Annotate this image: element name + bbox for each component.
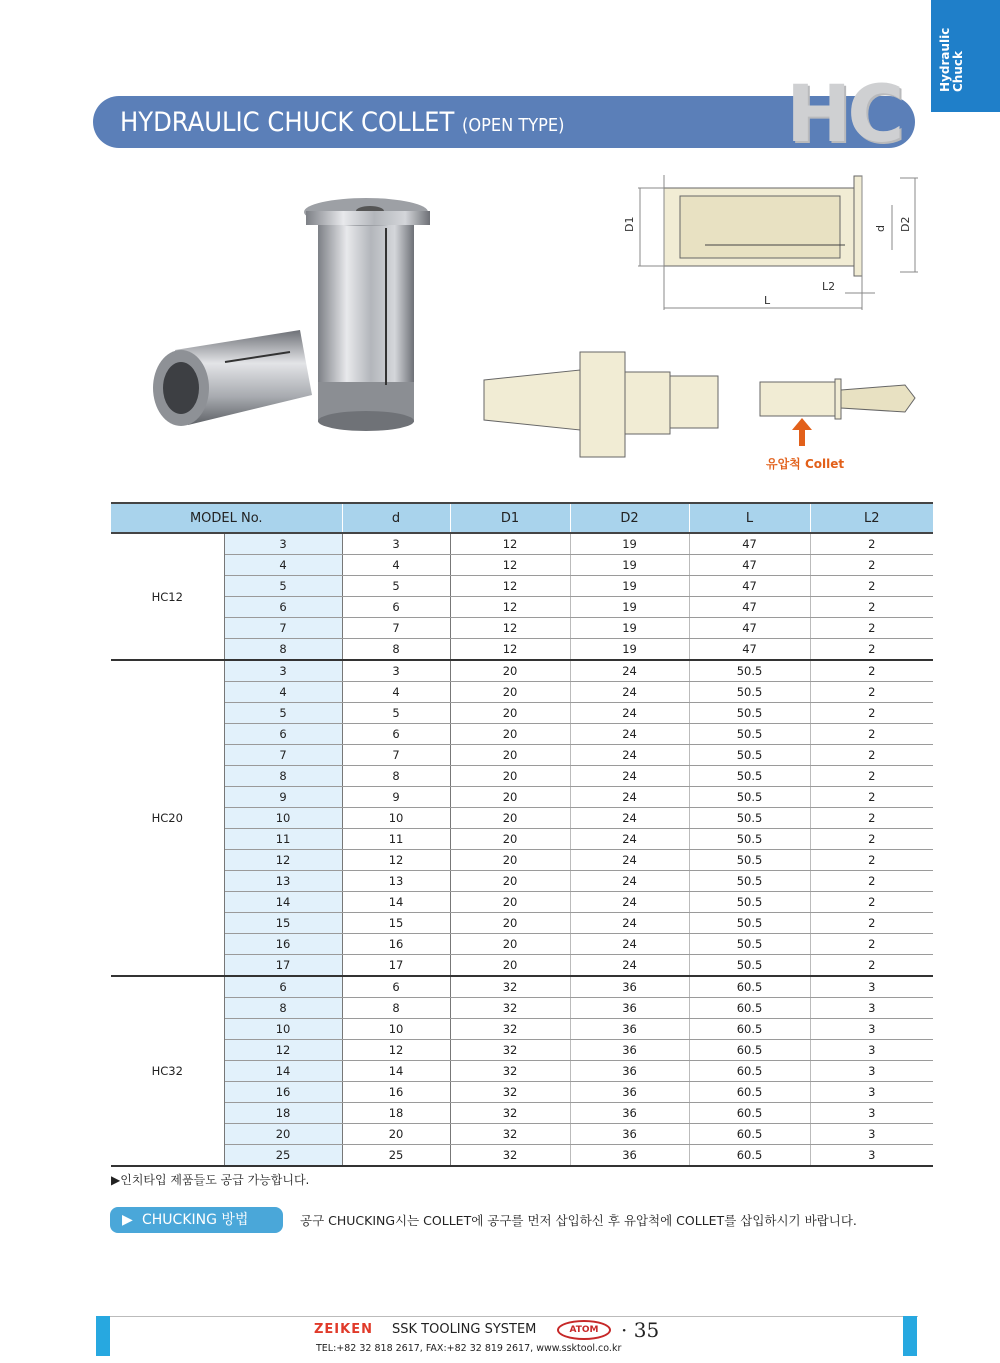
d-cell: 9 [342,787,450,808]
d-cell: 25 [342,1145,450,1167]
d-cell: 8 [342,998,450,1019]
l2-cell: 3 [810,1103,933,1124]
l2-cell: 2 [810,576,933,597]
table-row [111,766,933,787]
l2-cell: 2 [810,955,933,977]
l2-cell: 2 [810,808,933,829]
collet-photo-large [304,198,430,431]
d2-cell: 19 [570,639,689,661]
d-cell: 6 [342,724,450,745]
d-cell: 20 [342,1124,450,1145]
page-number: · 35 [621,1318,660,1342]
table-row [111,998,933,1019]
dim-label-l: L [764,294,771,307]
table-row [111,934,933,955]
l2-cell: 2 [810,745,933,766]
l-cell: 60.5 [689,1061,810,1082]
company-name: SSK TOOLING SYSTEM [392,1322,537,1337]
d-cell: 14 [342,892,450,913]
side-tab-line2: Chuck [951,51,965,92]
table-row [111,1061,933,1082]
size-cell: 13 [224,871,342,892]
l2-cell: 2 [810,724,933,745]
l-cell: 47 [689,597,810,618]
d-cell: 4 [342,682,450,703]
size-cell: 16 [224,1082,342,1103]
product-illustration [0,0,1000,500]
d2-cell: 24 [570,892,689,913]
l-cell: 50.5 [689,745,810,766]
l-cell: 50.5 [689,724,810,745]
table-body [111,533,933,1166]
l2-cell: 3 [810,976,933,998]
d1-cell: 12 [450,639,570,661]
l2-cell: 2 [810,682,933,703]
l-cell: 47 [689,533,810,555]
l2-cell: 2 [810,913,933,934]
l2-cell: 2 [810,871,933,892]
d2-cell: 24 [570,787,689,808]
d2-cell: 36 [570,976,689,998]
l-cell: 60.5 [689,998,810,1019]
l-cell: 50.5 [689,766,810,787]
d1-cell: 20 [450,829,570,850]
th-l: L [689,503,810,533]
table-row [111,703,933,724]
table-row [111,1145,933,1167]
d1-cell: 32 [450,1019,570,1040]
dim-label-d2: D2 [899,216,912,232]
d-cell: 14 [342,1061,450,1082]
page-title-sub: (OPEN TYPE) [462,115,565,136]
size-cell: 6 [224,724,342,745]
th-d: d [342,503,450,533]
d2-cell: 36 [570,1124,689,1145]
d-cell: 10 [342,1019,450,1040]
d-cell: 8 [342,639,450,661]
l2-cell: 2 [810,533,933,555]
d2-cell: 19 [570,597,689,618]
size-cell: 20 [224,1124,342,1145]
d2-cell: 24 [570,682,689,703]
l2-cell: 2 [810,934,933,955]
size-cell: 6 [224,976,342,998]
l-cell: 50.5 [689,913,810,934]
d2-cell: 24 [570,745,689,766]
d2-cell: 36 [570,1040,689,1061]
spec-table [111,502,933,1167]
table-row [111,660,933,682]
l-cell: 50.5 [689,850,810,871]
d-cell: 12 [342,1040,450,1061]
size-cell: 12 [224,850,342,871]
th-model: MODEL No. [111,503,342,533]
d2-cell: 36 [570,1019,689,1040]
model-cell: HC12 [111,533,224,660]
l-cell: 47 [689,618,810,639]
d1-cell: 20 [450,660,570,682]
d2-cell: 24 [570,955,689,977]
d1-cell: 20 [450,913,570,934]
collet-photo-small [153,330,312,426]
size-cell: 7 [224,618,342,639]
l-cell: 50.5 [689,682,810,703]
d2-cell: 24 [570,871,689,892]
table-row [111,787,933,808]
l2-cell: 2 [810,660,933,682]
d-cell: 13 [342,871,450,892]
size-cell: 10 [224,808,342,829]
table-row [111,555,933,576]
d2-cell: 36 [570,1061,689,1082]
table-row [111,1082,933,1103]
size-cell: 6 [224,597,342,618]
model-cell: HC32 [111,976,224,1166]
th-d1: D1 [450,503,570,533]
d2-cell: 24 [570,808,689,829]
l-cell: 60.5 [689,976,810,998]
d2-cell: 19 [570,555,689,576]
d2-cell: 36 [570,1082,689,1103]
l2-cell: 3 [810,1082,933,1103]
atom-logo: ATOM [557,1320,611,1340]
table-row [111,892,933,913]
d-cell: 3 [342,533,450,555]
chucking-label: CHUCKING 방법 [142,1212,249,1228]
chucking-instructions: 공구 CHUCKING시는 COLLET에 공구를 먼저 삽입하신 후 유압척에 COLLET를 삽입하시기 바랍니다. [300,1213,857,1228]
footer-accent-left [96,1316,110,1356]
size-cell: 4 [224,682,342,703]
l-cell: 60.5 [689,1040,810,1061]
d1-cell: 20 [450,892,570,913]
d1-cell: 20 [450,850,570,871]
table-row [111,533,933,555]
l-cell: 47 [689,555,810,576]
table-row [111,745,933,766]
size-cell: 7 [224,745,342,766]
l2-cell: 2 [810,618,933,639]
brand-logo: ZEIKEN [314,1322,373,1337]
size-cell: 3 [224,533,342,555]
l-cell: 60.5 [689,1103,810,1124]
table-row [111,829,933,850]
series-code: HC [786,70,901,160]
contact-info: TEL:+82 32 818 2617, FAX:+82 32 819 2617, www.ssktool.co.kr [316,1343,622,1354]
d1-cell: 12 [450,533,570,555]
l-cell: 60.5 [689,1124,810,1145]
footer-accent-right [903,1316,917,1356]
d2-cell: 24 [570,703,689,724]
size-cell: 14 [224,892,342,913]
size-cell: 8 [224,766,342,787]
size-cell: 11 [224,829,342,850]
model-cell: HC20 [111,660,224,976]
d2-cell: 24 [570,766,689,787]
l-cell: 60.5 [689,1145,810,1167]
side-tab-line1: Hydraulic [938,27,952,92]
d2-cell: 19 [570,576,689,597]
d-cell: 5 [342,576,450,597]
size-cell: 10 [224,1019,342,1040]
table-row [111,576,933,597]
d1-cell: 32 [450,1082,570,1103]
l-cell: 50.5 [689,892,810,913]
table-row [111,955,933,977]
d-cell: 8 [342,766,450,787]
l2-cell: 2 [810,766,933,787]
size-cell: 16 [224,934,342,955]
d-cell: 4 [342,555,450,576]
size-cell: 9 [224,787,342,808]
d1-cell: 12 [450,618,570,639]
table-header-row [111,503,933,533]
l2-cell: 2 [810,639,933,661]
l2-cell: 3 [810,1124,933,1145]
d1-cell: 20 [450,787,570,808]
table-row [111,913,933,934]
l-cell: 50.5 [689,808,810,829]
d-cell: 6 [342,597,450,618]
th-d2: D2 [570,503,689,533]
d1-cell: 32 [450,1124,570,1145]
collet-technical-drawing [638,175,918,310]
d1-cell: 20 [450,871,570,892]
table-row [111,976,933,998]
d1-cell: 32 [450,1061,570,1082]
l2-cell: 2 [810,597,933,618]
table-row [111,871,933,892]
size-cell: 15 [224,913,342,934]
l2-cell: 2 [810,829,933,850]
size-cell: 5 [224,576,342,597]
d1-cell: 32 [450,976,570,998]
d1-cell: 20 [450,745,570,766]
th-l2: L2 [810,503,933,533]
d1-cell: 20 [450,955,570,977]
table-row [111,808,933,829]
d1-cell: 20 [450,724,570,745]
l-cell: 50.5 [689,955,810,977]
d-cell: 10 [342,808,450,829]
l-cell: 47 [689,639,810,661]
d1-cell: 32 [450,1040,570,1061]
table-row [111,1103,933,1124]
d-cell: 12 [342,850,450,871]
l2-cell: 2 [810,787,933,808]
size-cell: 8 [224,639,342,661]
l-cell: 60.5 [689,1082,810,1103]
size-cell: 5 [224,703,342,724]
table-row [111,724,933,745]
table-row [111,1019,933,1040]
l-cell: 50.5 [689,829,810,850]
dim-label-l2: L2 [822,280,836,293]
l-cell: 50.5 [689,660,810,682]
size-cell: 14 [224,1061,342,1082]
d-cell: 11 [342,829,450,850]
dim-label-d1: D1 [623,216,636,232]
d1-cell: 20 [450,934,570,955]
table-row [111,1124,933,1145]
d1-cell: 12 [450,597,570,618]
size-cell: 4 [224,555,342,576]
d2-cell: 24 [570,724,689,745]
d2-cell: 24 [570,829,689,850]
l-cell: 60.5 [689,1019,810,1040]
d-cell: 15 [342,913,450,934]
l2-cell: 2 [810,850,933,871]
table-row [111,682,933,703]
collet-arrow [792,418,812,446]
d1-cell: 20 [450,766,570,787]
d2-cell: 19 [570,533,689,555]
l2-cell: 3 [810,1019,933,1040]
d2-cell: 24 [570,913,689,934]
d2-cell: 24 [570,934,689,955]
l2-cell: 3 [810,1145,933,1167]
d-cell: 18 [342,1103,450,1124]
d1-cell: 20 [450,808,570,829]
d2-cell: 19 [570,618,689,639]
d2-cell: 24 [570,850,689,871]
d-cell: 7 [342,745,450,766]
l2-cell: 3 [810,1061,933,1082]
d1-cell: 32 [450,998,570,1019]
l-cell: 50.5 [689,787,810,808]
size-cell: 25 [224,1145,342,1167]
d1-cell: 32 [450,1103,570,1124]
table-row [111,618,933,639]
d2-cell: 36 [570,998,689,1019]
l-cell: 50.5 [689,703,810,724]
chucking-method-badge [110,1207,283,1233]
table-row [111,1040,933,1061]
d2-cell: 24 [570,660,689,682]
d-cell: 5 [342,703,450,724]
d-cell: 17 [342,955,450,977]
l2-cell: 3 [810,1040,933,1061]
page-title-main: HYDRAULIC CHUCK COLLET [120,107,455,138]
d1-cell: 20 [450,682,570,703]
d2-cell: 36 [570,1103,689,1124]
size-cell: 12 [224,1040,342,1061]
table-row [111,850,933,871]
d1-cell: 12 [450,576,570,597]
size-cell: 8 [224,998,342,1019]
size-cell: 18 [224,1103,342,1124]
d-cell: 16 [342,934,450,955]
l2-cell: 2 [810,703,933,724]
l-cell: 47 [689,576,810,597]
size-cell: 3 [224,660,342,682]
holder-assembly-drawing [484,352,915,457]
l2-cell: 2 [810,555,933,576]
l2-cell: 3 [810,998,933,1019]
d-cell: 16 [342,1082,450,1103]
collet-callout: 유압척 Collet [766,457,845,471]
d1-cell: 32 [450,1145,570,1167]
d-cell: 6 [342,976,450,998]
d1-cell: 20 [450,703,570,724]
d2-cell: 36 [570,1145,689,1167]
l2-cell: 2 [810,892,933,913]
table-row [111,639,933,661]
l-cell: 50.5 [689,871,810,892]
dim-label-d: d [874,225,887,232]
inch-type-note: ▶인치타입 제품들도 공급 가능합니다. [111,1173,310,1187]
size-cell: 17 [224,955,342,977]
table-row [111,597,933,618]
play-arrow-icon: ▶ [122,1212,133,1228]
d-cell: 3 [342,660,450,682]
d-cell: 7 [342,618,450,639]
l-cell: 50.5 [689,934,810,955]
footer-divider [96,1316,918,1317]
d1-cell: 12 [450,555,570,576]
